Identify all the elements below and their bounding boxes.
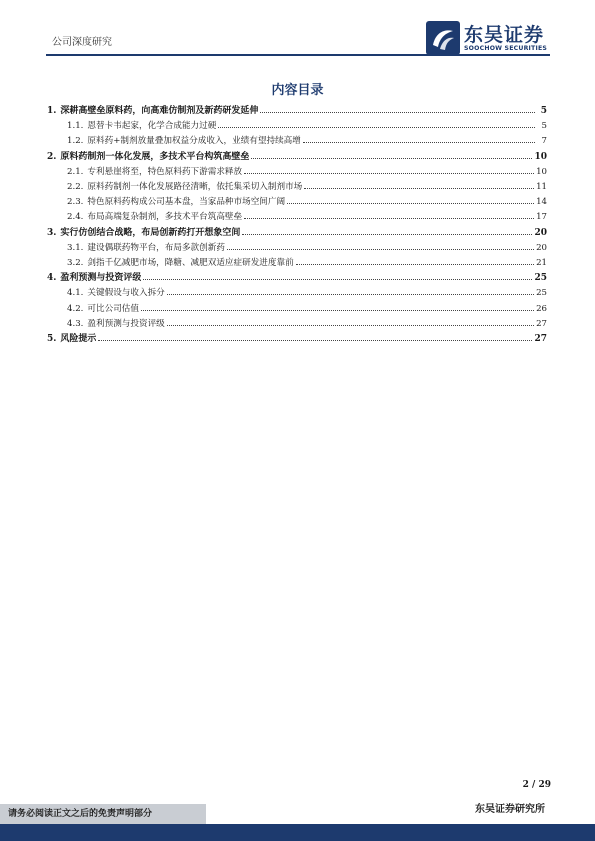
toc-entry-subsection[interactable] — [47, 134, 547, 149]
toc-entry-label: 建设偶联药物平台，布局多款创新药 — [87, 242, 225, 253]
toc-entry-label: 剑指千亿减肥市场，降糖、减肥双适应症研发进度靠前 — [87, 258, 294, 269]
toc-entry-subsection[interactable] — [47, 317, 547, 332]
toc-entry-number: 2.3. — [67, 197, 84, 208]
toc-entry-page: 27 — [534, 334, 547, 345]
logo-name-en: SOOCHOW SECURITIES — [464, 45, 548, 52]
toc-entry-page: 5 — [540, 106, 547, 116]
toc-entry-page: 10 — [536, 166, 547, 177]
toc-leader-dots — [304, 188, 534, 189]
toc-entry-page: 25 — [534, 273, 547, 284]
toc-leader-dots — [296, 264, 534, 265]
toc-leader-dots — [218, 127, 535, 128]
toc-entry-label: 关键假设与收入拆分 — [87, 288, 165, 299]
toc-entry-number: 1. — [47, 106, 57, 116]
toc-leader-dots — [167, 294, 534, 295]
company-logo — [426, 20, 556, 56]
toc-entry-page: 14 — [536, 197, 547, 208]
toc-entry-section[interactable] — [47, 150, 547, 165]
toc-entry-number: 4.2. — [67, 303, 84, 314]
toc-leader-dots — [141, 310, 534, 311]
toc-title: 内容目录 — [271, 83, 324, 98]
toc-entry-number: 4. — [47, 273, 57, 284]
toc-entry-page: 17 — [536, 212, 547, 223]
toc-entry-subsection[interactable] — [47, 241, 547, 256]
toc-entry-subsection[interactable] — [47, 119, 547, 134]
toc-entry-number: 3.2. — [67, 258, 84, 269]
toc-leader-dots — [242, 234, 532, 235]
toc-entry-label: 特色原料药构成公司基本盘，当家品种市场空间广阔 — [87, 197, 286, 208]
toc-entry-label: 实行仿创结合战略，布局创新药打开想象空间 — [60, 227, 241, 238]
toc-entry-number: 5. — [47, 334, 57, 345]
toc-entry-number: 2.2. — [67, 182, 84, 193]
toc-entry-page: 27 — [536, 318, 547, 329]
toc-leader-dots — [244, 218, 534, 219]
toc-entry-subsection[interactable] — [47, 210, 547, 225]
toc-entry-page: 5 — [541, 121, 547, 132]
toc-entry-number: 3. — [47, 227, 57, 238]
toc-entry-section[interactable] — [47, 271, 547, 286]
toc-entry-page: 25 — [536, 288, 547, 299]
toc-leader-dots — [287, 203, 534, 204]
toc-entry-page: 26 — [536, 303, 547, 314]
toc-leader-dots — [244, 173, 534, 174]
toc-leader-dots — [227, 249, 534, 250]
toc-entry-page: 20 — [536, 242, 547, 253]
logo-name-cn: 东吴证券 — [464, 24, 545, 46]
toc-entry-subsection[interactable] — [47, 302, 547, 317]
toc-entry-label: 布局高端复杂制剂，多技术平台筑高壁垒 — [87, 212, 243, 223]
toc-entry-subsection[interactable] — [47, 180, 547, 195]
table-of-contents — [47, 104, 547, 347]
toc-entry-label: 盈利预测与投资评级 — [87, 318, 165, 329]
toc-entry-subsection[interactable] — [47, 165, 547, 180]
toc-leader-dots — [251, 158, 532, 159]
toc-leader-dots — [143, 279, 532, 280]
toc-entry-page: 21 — [536, 258, 547, 269]
soochow-logo-icon — [426, 21, 460, 55]
toc-entry-label: 原料药+制剂放量叠加权益分成收入，业绩有望持续高增 — [87, 136, 301, 147]
toc-leader-dots — [303, 142, 535, 143]
toc-entry-label: 深耕高壁垒原料药，向高难仿制剂及新药研发延伸 — [60, 106, 259, 116]
section-label: 公司深度研究 — [52, 37, 112, 48]
toc-entry-section[interactable] — [47, 332, 547, 347]
toc-entry-page: 11 — [536, 182, 547, 193]
toc-entry-label: 原料药制剂一体化发展，多技术平台构筑高壁垒 — [60, 151, 250, 162]
toc-entry-number: 2.4. — [67, 212, 84, 223]
toc-entry-number: 1.2. — [67, 136, 84, 147]
toc-entry-section[interactable] — [47, 226, 547, 241]
toc-entry-label: 可比公司估值 — [87, 303, 139, 314]
header-divider — [46, 54, 550, 56]
toc-entry-label: 原料药制剂一体化发展路径清晰，依托集采切入制剂市场 — [87, 182, 303, 193]
toc-entry-subsection[interactable] — [47, 195, 547, 210]
toc-entry-number: 1.1. — [67, 121, 84, 132]
toc-entry-number: 3.1. — [67, 242, 84, 253]
page-indicator: 2 / 29 — [522, 780, 551, 790]
toc-entry-number: 2. — [47, 151, 57, 162]
toc-entry-label: 恩替卡韦起家，化学合成能力过硬 — [87, 121, 217, 132]
toc-entry-page: 20 — [534, 227, 547, 238]
toc-entry-number: 4.3. — [67, 318, 84, 329]
toc-entry-section[interactable] — [47, 104, 547, 119]
toc-entry-number: 4.1. — [67, 288, 84, 299]
toc-leader-dots — [98, 340, 532, 341]
institute-name: 东吴证券研究所 — [475, 804, 545, 815]
toc-leader-dots — [260, 112, 535, 113]
toc-entry-label: 盈利预测与投资评级 — [60, 273, 142, 284]
toc-entry-number: 2.1. — [67, 166, 84, 177]
toc-entry-subsection[interactable] — [47, 286, 547, 301]
toc-entry-subsection[interactable] — [47, 256, 547, 271]
footer-bar — [0, 824, 595, 841]
toc-entry-page: 10 — [534, 151, 547, 162]
toc-entry-label: 风险提示 — [60, 334, 97, 345]
toc-entry-page: 7 — [541, 136, 547, 147]
toc-entry-label: 专利悬崖将至，特色原料药下游需求释放 — [87, 166, 243, 177]
disclaimer-note: 请务必阅读正文之后的免责声明部分 — [0, 804, 206, 824]
toc-leader-dots — [167, 325, 534, 326]
